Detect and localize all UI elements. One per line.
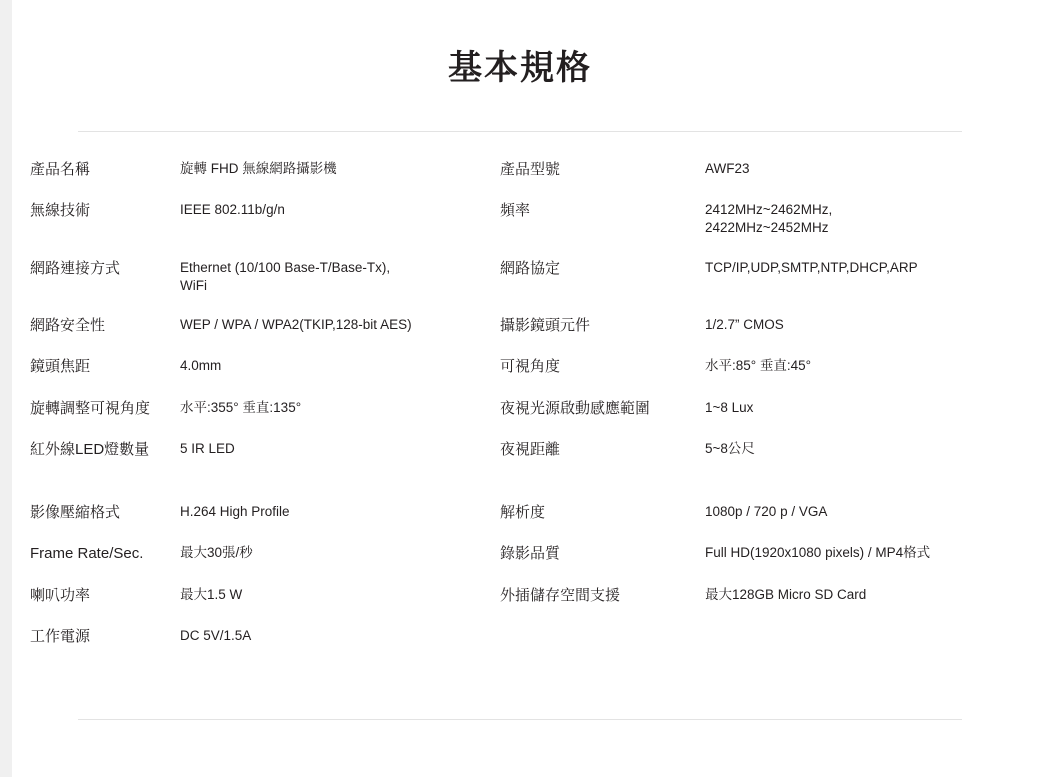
table-row [30,316,1020,357]
spec-value-right: 5~8公尺 [705,440,755,456]
spec-value-right: 最大128GB Micro SD Card [705,586,867,602]
table-row [30,586,1020,627]
left-edge-band [0,0,12,777]
table-row [30,440,1020,481]
page-title: 基本規格 [448,49,592,87]
spec-label-right: 可視角度 [500,358,561,376]
spec-label-right: 夜視距離 [500,440,561,458]
spec-value-right: Full HD(1920x1080 pixels) / MP4格式 [705,545,931,561]
spec-value-left: Ethernet (10/100 Base-T/Base-Tx), WiFi [180,259,391,293]
spec-value-right: 1~8 Lux [705,399,754,415]
spec-value-right: 1/2.7” CMOS [705,317,784,333]
table-row [30,160,1020,201]
table-row [30,357,1020,398]
spec-label-right: 頻率 [500,202,531,220]
specification-table-body [30,160,1020,668]
spec-value-left: 4.0mm [180,358,222,374]
spec-label-left: 工作電源 [30,627,91,645]
spec-label-left: 產品名稱 [30,161,91,178]
table-row [30,259,1020,316]
table-row [30,544,1020,585]
spec-label-left: 喇叭功率 [30,586,91,604]
spec-label-right: 產品型號 [500,161,561,178]
spec-value-left: DC 5V/1.5A [180,627,252,643]
spec-value-right: 2412MHz~2462MHz, 2422MHz~2452MHz [705,202,833,236]
specification-table [30,160,1020,668]
spec-label-left: Frame Rate/Sec. [30,545,144,563]
spec-label-left: 紅外線LED燈數量 [30,440,150,458]
spec-label-right [500,627,705,668]
spec-value-left: H.264 High Profile [180,504,290,520]
spec-value-right: AWF23 [705,161,750,176]
spec-value-left: 水平:355° 垂直:135° [180,399,302,415]
spec-value-left: WEP / WPA / WPA2(TKIP,128-bit AES) [180,317,412,333]
table-row [30,503,1020,544]
table-row [30,201,1020,258]
spec-value-left: 最大30張/秒 [180,545,253,561]
spec-value-left: 旋轉 FHD 無線網路攝影機 [180,161,337,176]
spec-value-right: 1080p / 720 p / VGA [705,504,828,520]
spec-value-right [705,627,1020,668]
table-section-gap-cell [30,481,1020,503]
spec-value-left: 最大1.5 W [180,586,243,602]
spec-label-left: 旋轉調整可視角度 [30,399,151,417]
spec-label-left: 網路連接方式 [30,259,121,277]
spec-label-right: 夜視光源啟動感應範圍 [500,399,651,417]
table-row [30,399,1020,440]
table-section-gap [30,481,1020,503]
table-row [30,627,1020,668]
divider-top [78,131,962,132]
spec-label-left: 無線技術 [30,202,91,220]
divider-bottom [78,719,962,720]
spec-value-left: IEEE 802.11b/g/n [180,202,285,218]
spec-label-right: 網路協定 [500,259,561,277]
spec-value-right: TCP/IP,UDP,SMTP,NTP,DHCP,ARP [705,259,918,275]
spec-label-right: 解析度 [500,504,546,522]
spec-value-left: 5 IR LED [180,440,235,456]
spec-label-right: 攝影鏡頭元件 [500,317,591,335]
spec-label-right: 錄影品質 [500,545,561,563]
spec-label-left: 網路安全性 [30,317,106,335]
spec-label-left: 影像壓縮格式 [30,504,121,522]
spec-label-left: 鏡頭焦距 [30,358,91,376]
spec-label-right: 外插儲存空間支援 [500,586,621,604]
spec-value-right: 水平:85° 垂直:45° [705,358,812,374]
